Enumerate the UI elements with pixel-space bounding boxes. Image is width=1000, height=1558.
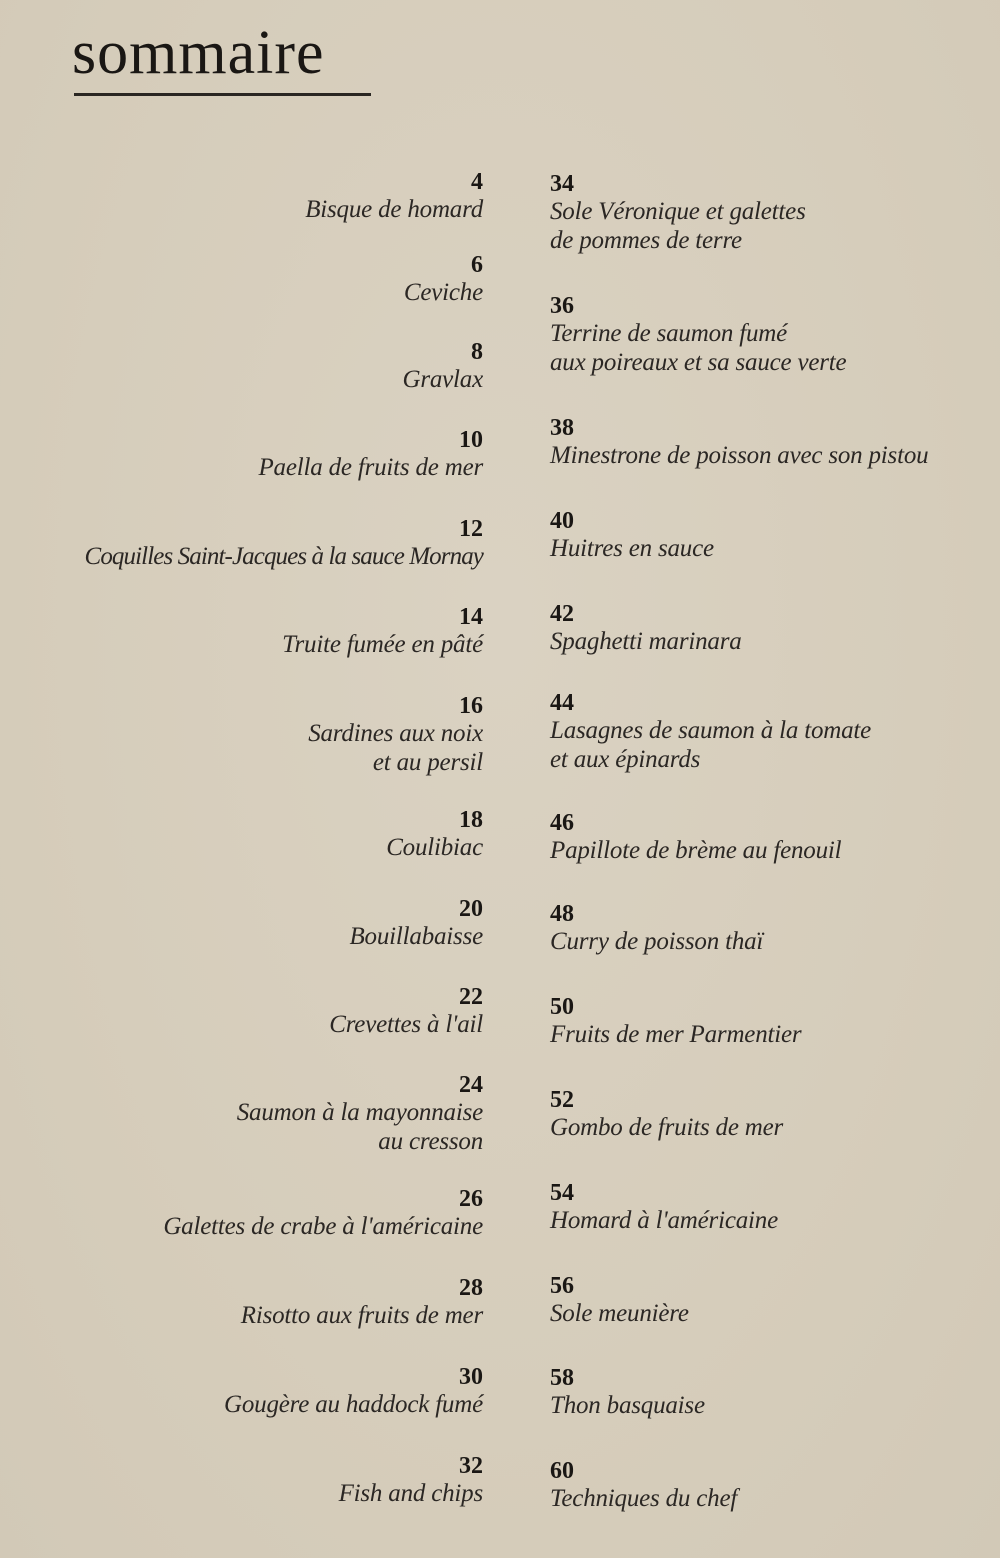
recipe-title: Coquilles Saint-Jacques à la sauce Mornay <box>84 543 483 570</box>
recipe-title: Galettes de crabe à l'américaine <box>163 1213 483 1240</box>
toc-entry[interactable] <box>550 294 1000 377</box>
page-number: 42 <box>550 601 574 627</box>
page-number: 28 <box>459 1275 483 1301</box>
toc-entry[interactable] <box>550 1088 1000 1142</box>
toc-entry[interactable] <box>550 902 1000 956</box>
page-number: 4 <box>471 169 483 195</box>
recipe-title: Techniques du chef <box>550 1485 738 1512</box>
recipe-title: Huitres en sauce <box>550 535 714 562</box>
recipe-title: Saumon à la mayonnaise <box>236 1099 483 1126</box>
toc-entry[interactable] <box>550 416 1000 470</box>
recipe-title: Spaghetti marinara <box>550 628 742 655</box>
title-underline <box>74 93 371 96</box>
page-number: 24 <box>459 1072 483 1098</box>
toc-entry[interactable] <box>13 1365 483 1419</box>
toc-entry[interactable] <box>550 691 1000 774</box>
page-number: 40 <box>550 508 574 534</box>
recipe-title-line-2: et aux épinards <box>550 746 701 773</box>
toc-entry[interactable] <box>550 995 1000 1049</box>
toc-entry[interactable] <box>550 811 1000 865</box>
toc-entry[interactable] <box>13 694 483 777</box>
page-number: 18 <box>459 807 483 833</box>
recipe-title: Paella de fruits de mer <box>258 454 483 481</box>
recipe-title: Crevettes à l'ail <box>329 1011 483 1038</box>
page-number: 10 <box>459 427 483 453</box>
toc-entry[interactable] <box>13 253 483 307</box>
toc-entry[interactable] <box>13 1276 483 1330</box>
page-number: 38 <box>550 415 574 441</box>
recipe-title: Fruits de mer Parmentier <box>550 1021 802 1048</box>
recipe-title: Coulibiac <box>386 834 483 861</box>
page-number: 48 <box>550 901 574 927</box>
recipe-title-line-2: au cresson <box>378 1128 483 1155</box>
page-number: 44 <box>550 690 574 716</box>
page-number: 54 <box>550 1180 574 1206</box>
recipe-title: Gravlax <box>402 366 483 393</box>
page-number: 36 <box>550 293 574 319</box>
recipe-title-line-2: aux poireaux et sa sauce verte <box>550 349 847 376</box>
toc-entry[interactable] <box>13 428 483 482</box>
toc-entry[interactable] <box>550 1181 1000 1235</box>
recipe-title: Curry de poisson thaï <box>550 928 764 955</box>
page-number: 58 <box>550 1365 574 1391</box>
toc-entry[interactable] <box>13 1187 483 1241</box>
toc-entry[interactable] <box>13 985 483 1039</box>
recipe-title: Fish and chips <box>338 1480 483 1507</box>
recipe-title: Gougère au haddock fumé <box>224 1391 483 1418</box>
recipe-title: Homard à l'américaine <box>550 1207 778 1234</box>
toc-entry[interactable] <box>13 605 483 659</box>
recipe-title: Sole meunière <box>550 1300 689 1327</box>
toc-entry[interactable] <box>550 1459 1000 1513</box>
page-number: 22 <box>459 984 483 1010</box>
recipe-title-line-2: et au persil <box>372 749 483 776</box>
page-title: sommaire <box>72 19 325 87</box>
recipe-title: Risotto aux fruits de mer <box>240 1302 483 1329</box>
toc-entry[interactable] <box>13 340 483 394</box>
page-number: 20 <box>459 896 483 922</box>
toc-entry[interactable] <box>13 808 483 862</box>
page-number: 6 <box>471 252 483 278</box>
toc-entry[interactable] <box>550 602 1000 656</box>
page-number: 52 <box>550 1087 574 1113</box>
recipe-title: Ceviche <box>403 279 483 306</box>
page-number: 50 <box>550 994 574 1020</box>
recipe-title-line-2: de pommes de terre <box>550 227 742 254</box>
recipe-title: Thon basquaise <box>550 1392 705 1419</box>
recipe-title: Gombo de fruits de mer <box>550 1114 784 1141</box>
toc-entry[interactable] <box>13 1454 483 1508</box>
page-number: 32 <box>459 1453 483 1479</box>
recipe-title: Lasagnes de saumon à la tomate <box>550 717 872 744</box>
page-number: 56 <box>550 1273 574 1299</box>
recipe-title: Sole Véronique et galettes <box>550 198 806 225</box>
page-number: 16 <box>459 693 483 719</box>
page-number: 8 <box>471 339 483 365</box>
toc-entry[interactable] <box>550 509 1000 563</box>
page-number: 14 <box>459 604 483 630</box>
recipe-title: Bouillabaisse <box>349 923 483 950</box>
recipe-title: Papillote de brème au fenouil <box>550 837 842 864</box>
recipe-title: Sardines aux noix <box>308 720 483 747</box>
recipe-title: Bisque de homard <box>305 196 483 223</box>
page-number: 12 <box>459 516 483 542</box>
toc-entry[interactable] <box>13 170 483 224</box>
toc-entry[interactable] <box>550 1366 1000 1420</box>
recipe-title: Minestrone de poisson avec son pistou <box>550 442 929 469</box>
toc-entry[interactable] <box>13 517 483 571</box>
page-number: 34 <box>550 171 574 197</box>
page-number: 60 <box>550 1458 574 1484</box>
page-number: 26 <box>459 1186 483 1212</box>
page-number: 46 <box>550 810 574 836</box>
page-number: 30 <box>459 1364 483 1390</box>
recipe-title: Truite fumée en pâté <box>282 631 483 658</box>
toc-entry[interactable] <box>550 1274 1000 1328</box>
toc-entry[interactable] <box>13 1073 483 1156</box>
recipe-title: Terrine de saumon fumé <box>550 320 788 347</box>
toc-entry[interactable] <box>13 897 483 951</box>
toc-entry[interactable] <box>550 172 1000 255</box>
